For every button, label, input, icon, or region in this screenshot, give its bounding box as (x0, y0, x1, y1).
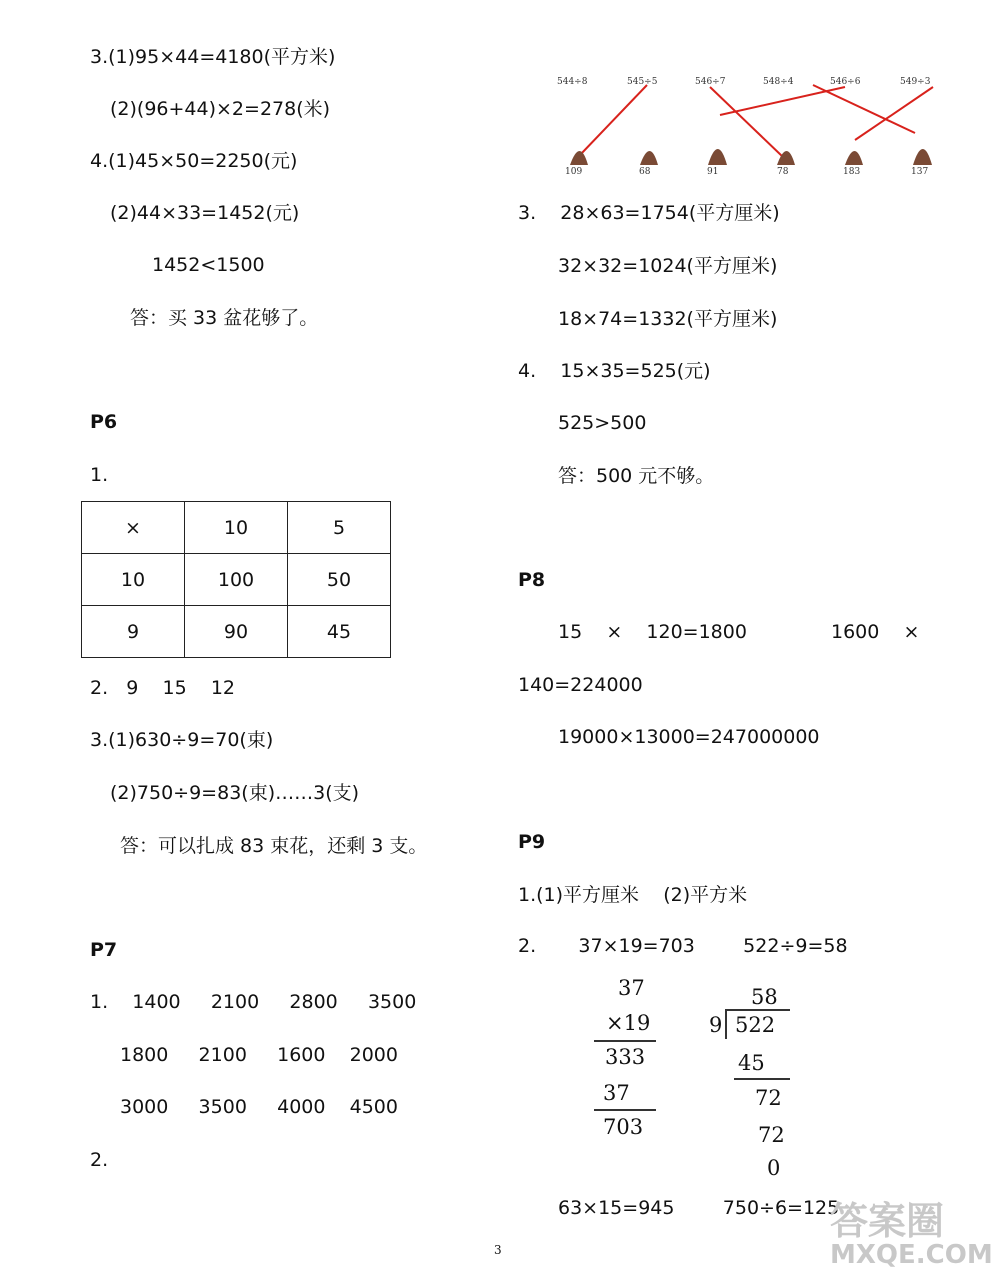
div-dividend: 522 (735, 1013, 776, 1037)
watermark-logo: 答案圈 (830, 1199, 945, 1243)
table-row (82, 502, 391, 554)
page-number: 3 (494, 1243, 502, 1257)
mult-partial1: 333 (605, 1045, 646, 1069)
line-4-1: 4.(1)45×50=2250(元) (90, 150, 298, 172)
table-cell: 10 (82, 554, 185, 606)
p8-line3: 19000×13000=247000000 (558, 726, 820, 748)
p6-q2: 2. 9 15 12 (90, 677, 236, 699)
table-cell: 9 (82, 606, 185, 658)
watermark-url: MXQE.COM (830, 1240, 993, 1270)
div-quotient: 58 (751, 985, 778, 1009)
div-rule (734, 1078, 790, 1080)
line-4-2: (2)44×33=1452(元) (110, 202, 300, 224)
heading-p7: P7 (90, 939, 118, 961)
p8-line1b: 1600 × (831, 621, 920, 643)
table-cell: 45 (288, 606, 391, 658)
match-value: 78 (777, 167, 789, 177)
line-answer: 答：买 33 盆花够了。 (130, 307, 319, 329)
cone-figures (570, 149, 932, 165)
match-expr: 546÷7 (695, 77, 726, 87)
heading-p9: P9 (518, 831, 546, 853)
match-expr: 545÷5 (627, 77, 658, 87)
heading-p8: P8 (518, 569, 546, 591)
line-3-1: 3.(1)95×44=4180(平方米) (90, 46, 336, 68)
match-expr: 549÷3 (900, 77, 931, 87)
mult-result: 703 (603, 1115, 644, 1139)
line-compare: 1452<1500 (152, 254, 265, 276)
r-q3-line3: 18×74=1332(平方厘米) (558, 308, 778, 330)
line-3-2: (2)(96+44)×2=278(米) (110, 98, 331, 120)
red-match-lines (580, 85, 933, 157)
p7-q1-row1: 1. 1400 2100 2800 3500 (90, 991, 417, 1013)
multiplication-table (81, 501, 391, 658)
match-value: 68 (639, 167, 651, 177)
div-bracket (725, 1009, 727, 1039)
p7-q2-label: 2. (90, 1149, 109, 1171)
match-value: 137 (911, 167, 929, 177)
r-q4-line2: 525>500 (558, 412, 647, 434)
div-sub1: 45 (738, 1051, 765, 1075)
p9-q2: 2. 37×19=703 522÷9=58 (518, 935, 848, 957)
r-q3-line1: 3. 28×63=1754(平方厘米) (518, 202, 780, 224)
p6-answer: 答：可以扎成 83 束花，还剩 3 支。 (120, 835, 428, 857)
match-expr: 544÷8 (557, 77, 588, 87)
match-value: 183 (843, 167, 861, 177)
match-value: 91 (707, 167, 719, 177)
r-answer: 答：500 元不够。 (558, 465, 715, 487)
r-q3-line2: 32×32=1024(平方厘米) (558, 255, 778, 277)
p9-last-line: 63×15=945 750÷6=125 (558, 1197, 840, 1219)
table-row (82, 606, 391, 658)
div-rem1: 72 (755, 1086, 782, 1110)
mult-rule (594, 1040, 656, 1042)
p7-q1-row2: 1800 2100 1600 2000 (120, 1044, 398, 1066)
p7-q1-row3: 3000 3500 4000 4500 (120, 1096, 398, 1118)
table-cell: 90 (185, 606, 288, 658)
matching-diagram (555, 45, 950, 180)
table-cell: × (82, 502, 185, 554)
p6-q1-label: 1. (90, 464, 109, 486)
p6-q3-2: (2)750÷9=83(束)……3(支) (110, 782, 360, 804)
table-cell: 5 (288, 502, 391, 554)
table-cell: 50 (288, 554, 391, 606)
match-value: 109 (565, 167, 583, 177)
r-q4-line1: 4. 15×35=525(元) (518, 360, 711, 382)
div-bar (727, 1009, 790, 1011)
mult-partial2: 37 (603, 1081, 630, 1105)
mult-multiplicand: 37 (618, 976, 645, 1000)
div-sub2: 72 (758, 1123, 785, 1147)
table-cell: 10 (185, 502, 288, 554)
mult-multiplier: ×19 (606, 1011, 651, 1035)
match-expr: 548÷4 (763, 77, 794, 87)
p9-q1: 1.(1)平方厘米 (2)平方米 (518, 884, 748, 906)
match-expr: 546÷6 (830, 77, 861, 87)
p8-line2: 140=224000 (518, 674, 643, 696)
div-divisor: 9 (709, 1013, 723, 1037)
p8-line1: 15 × 120=1800 (558, 621, 747, 643)
mult-rule (594, 1109, 656, 1111)
heading-p6: P6 (90, 411, 118, 433)
table-row (82, 554, 391, 606)
table-cell: 100 (185, 554, 288, 606)
div-rem2: 0 (767, 1156, 781, 1180)
match-graphics (555, 45, 950, 180)
p6-q3-1: 3.(1)630÷9=70(束) (90, 729, 274, 751)
